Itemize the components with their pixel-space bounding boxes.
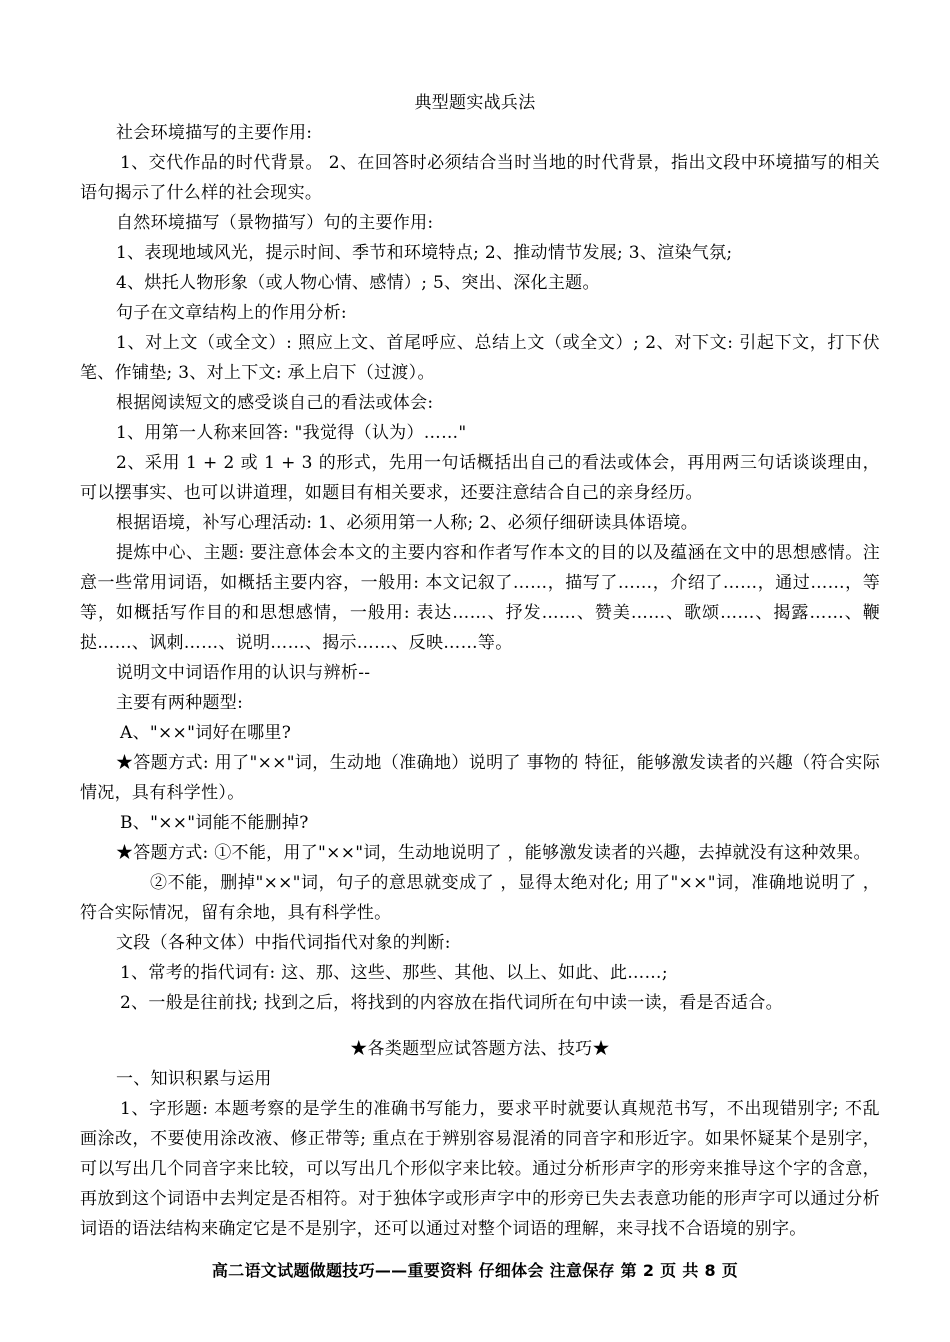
paragraph: 1、字形题: 本题考察的是学生的准确书写能力，要求平时就要认真规范书写，不出现错别字; 不乱画涂改，不要使用涂改液、修正带等; 重点在于辨别容易混淆的同音字和形近字。如果怀疑某个是别字，可以写出几个同音字来比较，可以写出几个形似字来比较。通过分析形声字的形旁来推导这个字的含意，再放到这个词语中去判定是否相符。对于独体字或形声字中的形旁已失去表意功能的形声字可以通过分析词语的语法结构来确定它是不是别字，还可以通过对整个词语的理解，来寻找不合语境的别字。 (80, 1099, 880, 1239)
paragraph: 主要有两种题型: (116, 693, 244, 713)
paragraph: 2、采用 1 + 2 或 1 + 3 的形式，先用一句话概括出自己的看法或体会，再用两三句话谈谈理由，可以摆事实、也可以讲道理，如题目有相关要求，还要注意结合自己的亲身经历。 (80, 453, 880, 503)
page-title: 典型题实战兵法 (414, 93, 536, 113)
document-body (80, 118, 880, 1244)
paragraph: 社会环境描写的主要作用: (116, 123, 313, 143)
paragraph: ②不能，删掉"××"词，句子的意思就变成了 ，显得太绝对化; 用了"××"词，准确地说明了 ，符合实际情况，留有余地，具有科学性。 (80, 873, 880, 923)
paragraph: 1、表现地域风光，提示时间、季节和环境特点; 2、推动情节发展; 3、渲染气氛; (116, 243, 733, 263)
paragraph: 根据语境，补写心理活动: 1、必须用第一人称; 2、必须仔细研读具体语境。 (116, 513, 698, 533)
paragraph: 1、交代作品的时代背景。 2、在回答时必须结合当时当地的时代背景，指出文段中环境描写的相关语句揭示了什么样的社会现实。 (80, 153, 880, 203)
paragraph: 4、烘托人物形象（或人物心情、感情）; 5、突出、深化主题。 (116, 273, 600, 293)
paragraph: 文段（各种文体）中指代词指代对象的判断: (116, 933, 451, 953)
paragraph: 说明文中词语作用的认识与辨析-- (116, 663, 371, 683)
paragraph: 1、常考的指代词有: 这、那、这些、那些、其他、以上、如此、此……; (120, 963, 668, 983)
page-footer: 高二语文试题做题技巧——重要资料 仔细体会 注意保存 第 2 页 共 8 页 (211, 1261, 739, 1280)
paragraph: 1、用第一人称来回答: "我觉得（认为）……" (116, 423, 467, 443)
section-heading: ★各类题型应试答题方法、技巧★ (350, 1039, 610, 1059)
paragraph: A、"××"词好在哪里? (120, 723, 292, 743)
paragraph: ★答题方式: 用了"××"词，生动地（准确地）说明了 事物的 特征，能够激发读者的兴趣（符合实际情况，具有科学性）。 (80, 753, 880, 803)
paragraph: 2、一般是往前找; 找到之后，将找到的内容放在指代词所在句中读一读，看是否适合。 (120, 993, 783, 1013)
paragraph: 一、知识积累与运用 (116, 1069, 272, 1089)
paragraph: 根据阅读短文的感受谈自己的看法或体会: (116, 393, 434, 413)
paragraph: 提炼中心、主题: 要注意体会本文的主要内容和作者写作本文的目的以及蕴涵在文中的思想感情。注意一些常用词语，如概括主要内容，一般用: 本文记叙了……，描写了……，介绍了……，通过……，等等，如概括写作目的和思想感情，一般用: 表达……、抒发……、赞美……、歌颂……、揭露……、鞭挞……、讽刺……、说明……、揭示……、反映……等。 (80, 543, 880, 653)
paragraph: B、"××"词能不能删掉? (120, 813, 309, 833)
paragraph: 句子在文章结构上的作用分析: (116, 303, 347, 323)
paragraph: ★答题方式: ①不能，用了"××"词，生动地说明了 ，能够激发读者的兴趣，去掉就没有这种效果。 (116, 843, 871, 863)
paragraph: 自然环境描写（景物描写）句的主要作用: (116, 213, 434, 233)
paragraph: 1、对上文（或全文）: 照应上文、首尾呼应、总结上文（或全文）; 2、对下文: 引起下文，打下伏笔、作铺垫; 3、对上下文: 承上启下（过渡）。 (80, 333, 880, 383)
